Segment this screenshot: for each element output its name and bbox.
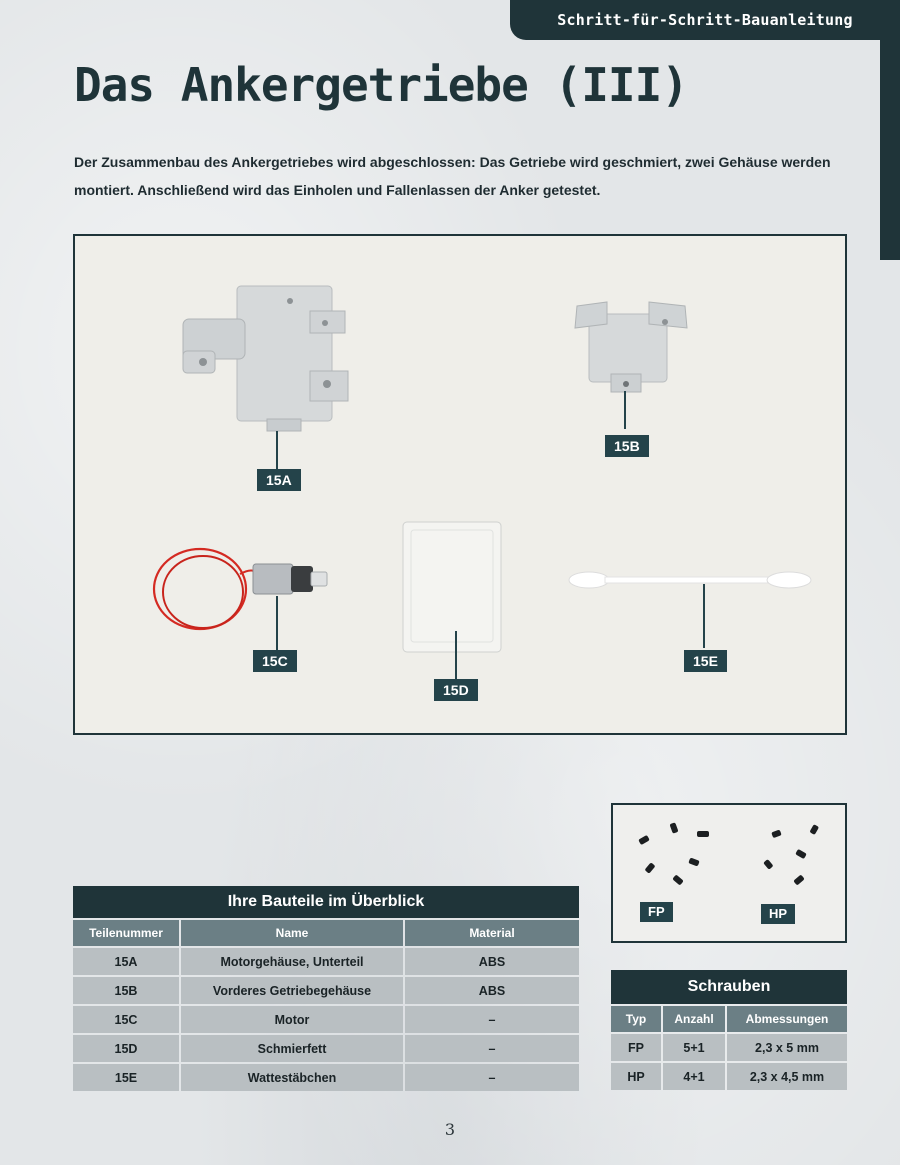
part-label-15a: 15A — [257, 469, 301, 491]
part-15d-image — [397, 518, 509, 658]
part-15a-image — [175, 281, 365, 436]
column-header-type: Typ — [611, 1006, 661, 1032]
cell-material: ABS — [405, 948, 579, 975]
cell-name: Motor — [181, 1006, 403, 1033]
column-header-name: Name — [181, 920, 403, 946]
cell-count: 4+1 — [663, 1063, 725, 1090]
screws-table-title: Schrauben — [611, 970, 847, 1004]
table-row — [73, 1035, 579, 1062]
cell-type: FP — [611, 1034, 661, 1061]
column-header-count: Anzahl — [663, 1006, 725, 1032]
column-header-material: Material — [405, 920, 579, 946]
cell-material: – — [405, 1006, 579, 1033]
page-number: 3 — [444, 1120, 456, 1139]
cell-name: Wattestäbchen — [181, 1064, 403, 1091]
cell-material: – — [405, 1035, 579, 1062]
screws-table — [609, 968, 849, 1092]
cell-part-number: 15B — [73, 977, 179, 1004]
table-row — [611, 1063, 847, 1090]
table-row — [73, 1006, 579, 1033]
table-row — [73, 948, 579, 975]
parts-table-title: Ihre Bauteile im Überblick — [73, 886, 579, 918]
column-header-part-number: Teilenummer — [73, 920, 179, 946]
table-row — [73, 977, 579, 1004]
cell-material: ABS — [405, 977, 579, 1004]
screws-hp-image — [758, 823, 838, 898]
part-15e-image — [567, 566, 817, 596]
column-header-dimensions: Abmessungen — [727, 1006, 847, 1032]
section-header-tab: Schritt-für-Schritt-Bauanleitung — [510, 0, 900, 40]
cell-type: HP — [611, 1063, 661, 1090]
part-label-15e: 15E — [684, 650, 727, 672]
leader-15c — [276, 596, 278, 652]
leader-15d — [455, 631, 457, 679]
part-label-15c: 15C — [253, 650, 297, 672]
intro-text: Der Zusammenbau des Ankergetriebes wird abgeschlossen: Das Getriebe wird geschmiert, zwei Gehäuse werden montiert. Anschließend wird das Einholen und Fallenlassen der Anker getestet. — [74, 154, 831, 198]
side-accent-bar — [880, 40, 900, 260]
cell-part-number: 15A — [73, 948, 179, 975]
table-row — [73, 1064, 579, 1091]
part-15c-image — [145, 544, 345, 649]
leader-15b — [624, 391, 626, 429]
cell-dimensions: 2,3 x 5 mm — [727, 1034, 847, 1061]
table-row — [611, 1034, 847, 1061]
cell-part-number: 15E — [73, 1064, 179, 1091]
parts-photo — [73, 234, 847, 735]
cell-name: Vorderes Getriebegehäuse — [181, 977, 403, 1004]
page-title: Das Ankergetriebe (III) — [74, 58, 688, 112]
screw-label-hp: HP — [761, 904, 795, 924]
cell-part-number: 15D — [73, 1035, 179, 1062]
cell-count: 5+1 — [663, 1034, 725, 1061]
screws-fp-image — [631, 819, 731, 899]
part-label-15d: 15D — [434, 679, 478, 701]
cell-dimensions: 2,3 x 4,5 mm — [727, 1063, 847, 1090]
part-label-15b: 15B — [605, 435, 649, 457]
cell-part-number: 15C — [73, 1006, 179, 1033]
part-15b-image — [567, 294, 697, 399]
leader-15e — [703, 584, 705, 648]
cell-material: – — [405, 1064, 579, 1091]
cell-name: Motorgehäuse, Unterteil — [181, 948, 403, 975]
screw-label-fp: FP — [640, 902, 673, 922]
leader-15a — [276, 431, 278, 469]
cell-name: Schmierfett — [181, 1035, 403, 1062]
parts-overview-table — [71, 884, 581, 1093]
screws-photo — [611, 803, 847, 943]
